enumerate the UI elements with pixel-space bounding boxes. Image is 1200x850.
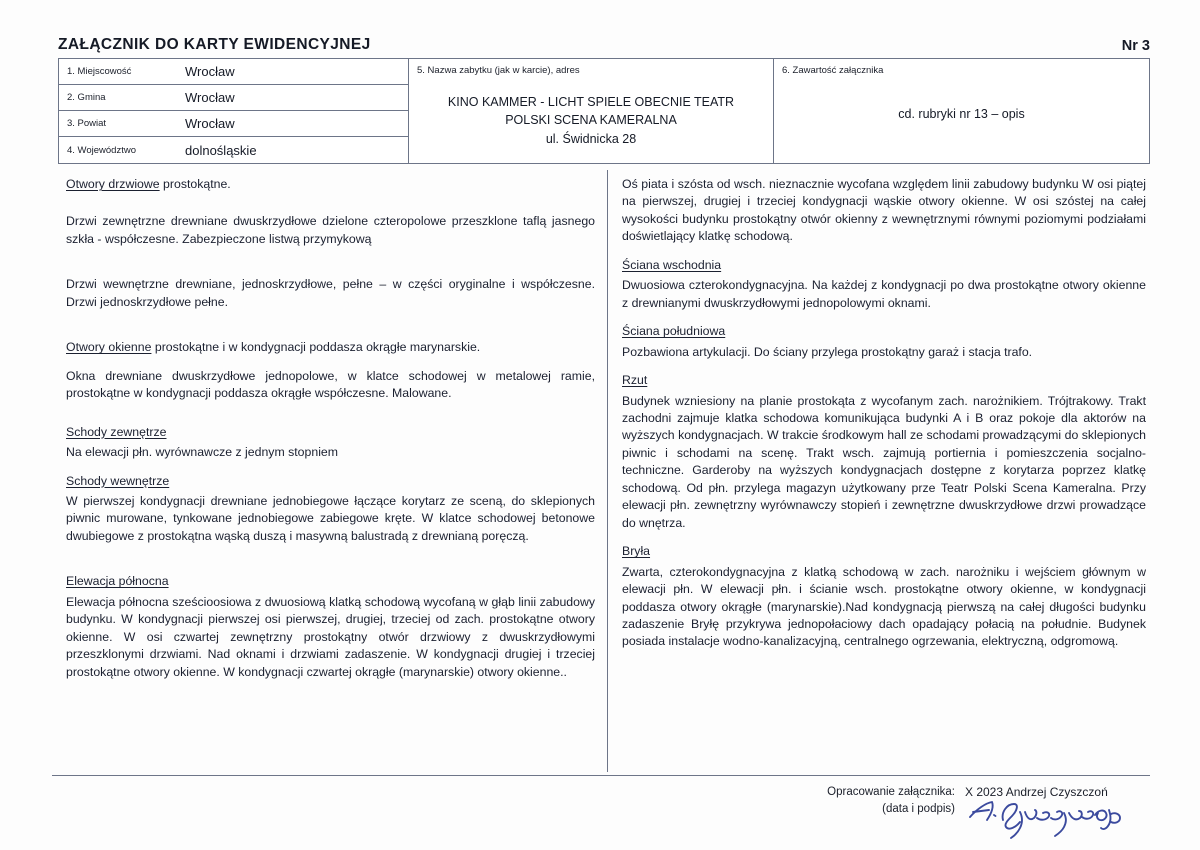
attachment-content-caption: 6. Zawartość załącznika: [782, 65, 884, 76]
north-facade-text: Elewacja północna sześcioosiowa z dwuosiową klatką schodową wycofaną w głąb linii zabudowy budynku. W kondygnacji pierwszej osi pierwszej, drugiej, trzeciej od zach. prostokątne otwory okienne. W osi czwartej zewnętrzny prostokątny otwór drzwiowy z dwuskrzydłowymi przeszklonymi drzwiami. Nad oknami i drzwiami zadaszenie. W kondygnacji drugiej i trzeciej prostokątne otwory okienne. W kondygnacji czwartej okrągłe (marynarskie) otwory okienne..: [66, 594, 595, 679]
location-fields: [59, 59, 409, 163]
monument-name-line1: KINO KAMMER - LICHT SPIELE OBECNIE TEATR: [447, 95, 735, 110]
mass-text: Zwarta, czterokondygnacyjna z klatką schodową w zach. narożniku i wejściem głównym w elewacji płn. W elewacji płn. i ścianie wsch. prostokątne otwory okienne, w kondygnacji poddasza otwory okrągłe (marynarskie).Nad kondygnacją pierwszą na całej długości budynku zadaszenie Bryłę przykrywa jednopołaciowy dach opadający połacią na południe. Budynek posiada instalacje wodno-kanalizacyjną, centralnego ogrzewania, elektryczną, odgromową.: [622, 564, 1146, 649]
field-value-gmina: Wrocław: [185, 90, 235, 105]
footer-label-date-signature: (data i podpis): [882, 802, 955, 815]
external-stairs-text: Na elewacji płn. wyrównawcze z jednym stopniem: [66, 445, 339, 460]
document-header: [58, 36, 1150, 54]
windows-heading-paragraph: [66, 339, 595, 356]
footer-values: [965, 784, 1108, 817]
table-row: [59, 137, 408, 163]
field-value-powiat: Wrocław: [185, 116, 235, 131]
south-wall-heading: Ściana południowa: [622, 324, 726, 339]
table-row: [59, 59, 408, 85]
windows-heading-rest: prostokątne i w kondygnacji poddasza okrągłe marynarskie.: [151, 340, 481, 355]
attachment-content-cell: [774, 59, 1149, 163]
footer-date-author: X 2023 Andrzej Czyszczoń: [965, 785, 1108, 799]
footer-label-prepared-by: Opracowanie załącznika:: [827, 786, 955, 798]
field-value-miejscowosc: Wrocław: [185, 64, 235, 79]
monument-name-cell: [409, 59, 774, 163]
south-wall-text: Pozbawiona artykulacji. Do ściany przylega prostokątny garaż i stacja trafo.: [622, 344, 1033, 359]
internal-stairs-heading: Schody wewnętrze: [66, 473, 170, 488]
attachment-number: Nr 3: [1121, 38, 1150, 54]
footer-labels: [820, 784, 955, 817]
field-label-miejscowosc: 1. Miejscowość: [67, 66, 132, 77]
attachment-content-value: cd. rubryki nr 13 – opis: [898, 107, 1025, 122]
monument-name-value: [417, 93, 765, 147]
monument-name-line3: ul. Świdnicka 28: [545, 131, 637, 146]
windows-description-text: Okna drewniane dwuskrzydłowe jednopolowe, w klatce schodowej w metalowej ramie, prostokątne w kondygnacji poddasza okrągłe współczesne. Malowane.: [66, 368, 595, 401]
axes-description-text: Oś piata i szósta od wsch. nieznacznie wycofana względem linii zabudowy budynku W osi piątej na pierwszej, drugiej i trzeciej kondygnacji wąskie otwory okienne. W osi szóstej na całej wysokości budynku prostokątny otwór okienny z wewnętrznymi równymi poziomymi podziałami doświetlający klatkę schodową.: [622, 177, 1146, 244]
header-table: [58, 58, 1150, 164]
footer-signature-block: [820, 784, 1160, 817]
table-row: [59, 85, 408, 111]
spacer: [66, 556, 595, 573]
field-value-wojewodztwo: dolnośląskie: [185, 142, 257, 158]
spacer: [66, 259, 595, 276]
east-wall-text: Dwuosiowa czterokondygnacyjna. Na każdej z kondygnacji po dwa prostokątne otwory okienne z drewnianymi dwuskrzydłowymi jednopolowymi oknami.: [622, 278, 1146, 310]
doors-heading-paragraph: [66, 176, 595, 193]
left-text-column: [58, 170, 607, 772]
table-row: [59, 111, 408, 137]
north-facade-heading: Elewacja północna: [66, 574, 169, 589]
signature-scribble-icon: [967, 798, 1127, 842]
doors-heading: Otwory drzwiowe: [66, 177, 160, 191]
field-label-gmina: 2. Gmina: [67, 92, 106, 103]
field-label-wojewodztwo: 4. Województwo: [67, 144, 136, 156]
doors-heading-rest: prostokątne.: [159, 177, 231, 191]
windows-heading: Otwory okienne: [66, 340, 152, 355]
east-wall-heading: Ściana wschodnia: [622, 257, 722, 272]
monument-name-line2: POLSKI SCENA KAMERALNA: [505, 113, 677, 128]
spacer: [66, 322, 595, 339]
spacer: [66, 414, 595, 424]
right-text-column: [608, 170, 1150, 772]
doors-external-text: Drzwi zewnętrzne drewniane dwuskrzydłowe dzielone czteropolowe przeszklone taflą jasnego szkła - współczesne. Zabezpieczone listwą przymykową: [66, 214, 595, 246]
plan-text: Budynek wzniesiony na planie prostokąta z wycofanym zach. narożnikiem. Trójtrakowy. Trakt zachodni zajmuje klatka schodowa komunikująca budynki A i B oraz pokoje dla aktorów na wyższych kondygnacjach. W trakcie środkowym hall ze schodami prowadzącymi do sklepionych piwnic i schodami na scenę. Trakt wsch. zajmują portiernia i pomieszczenia socjalno-techniczne. Garderoby na wyższych kondygnacjach dostępne z korytarza poprzez klatkę schodową. Od płn. przylega magazyn użytkowany prze Teatr Polski Scena Kameralna. Przy elewacji płn. zewnętrzny wyrównawczy stopień i zewnętrzne dwuskrzydłowe drzwi prowadzące do wnętrza.: [622, 393, 1146, 530]
document-body: [58, 170, 1150, 772]
internal-stairs-text: W pierwszej kondygnacji drewniane jednobiegowe łączące korytarz ze sceną, do sklepionych piwnic murowane, tynkowane jednobiegowe zabiegowe kręte. W klatce schodowej betonowe dwubiegowe z prostokątna wąską duszą i masywną balustradą z drewnianą poręczą.: [66, 493, 595, 543]
field-label-powiat: 3. Powiat: [67, 118, 107, 129]
external-stairs-heading: Schody zewnętrze: [66, 424, 167, 439]
page-title: ZAŁĄCZNIK DO KARTY EWIDENCYJNEJ: [58, 36, 371, 53]
mass-heading: Bryła: [622, 544, 651, 559]
monument-name-caption: 5. Nazwa zabytku (jak w karcie), adres: [417, 65, 580, 76]
plan-heading: Rzut: [622, 373, 648, 388]
footer-divider: [52, 775, 1150, 776]
doors-internal-text: Drzwi wewnętrzne drewniane, jednoskrzydłowe, pełne – w części oryginalne i współczesne. Drzwi jednoskrzydłowe pełne.: [66, 277, 595, 309]
